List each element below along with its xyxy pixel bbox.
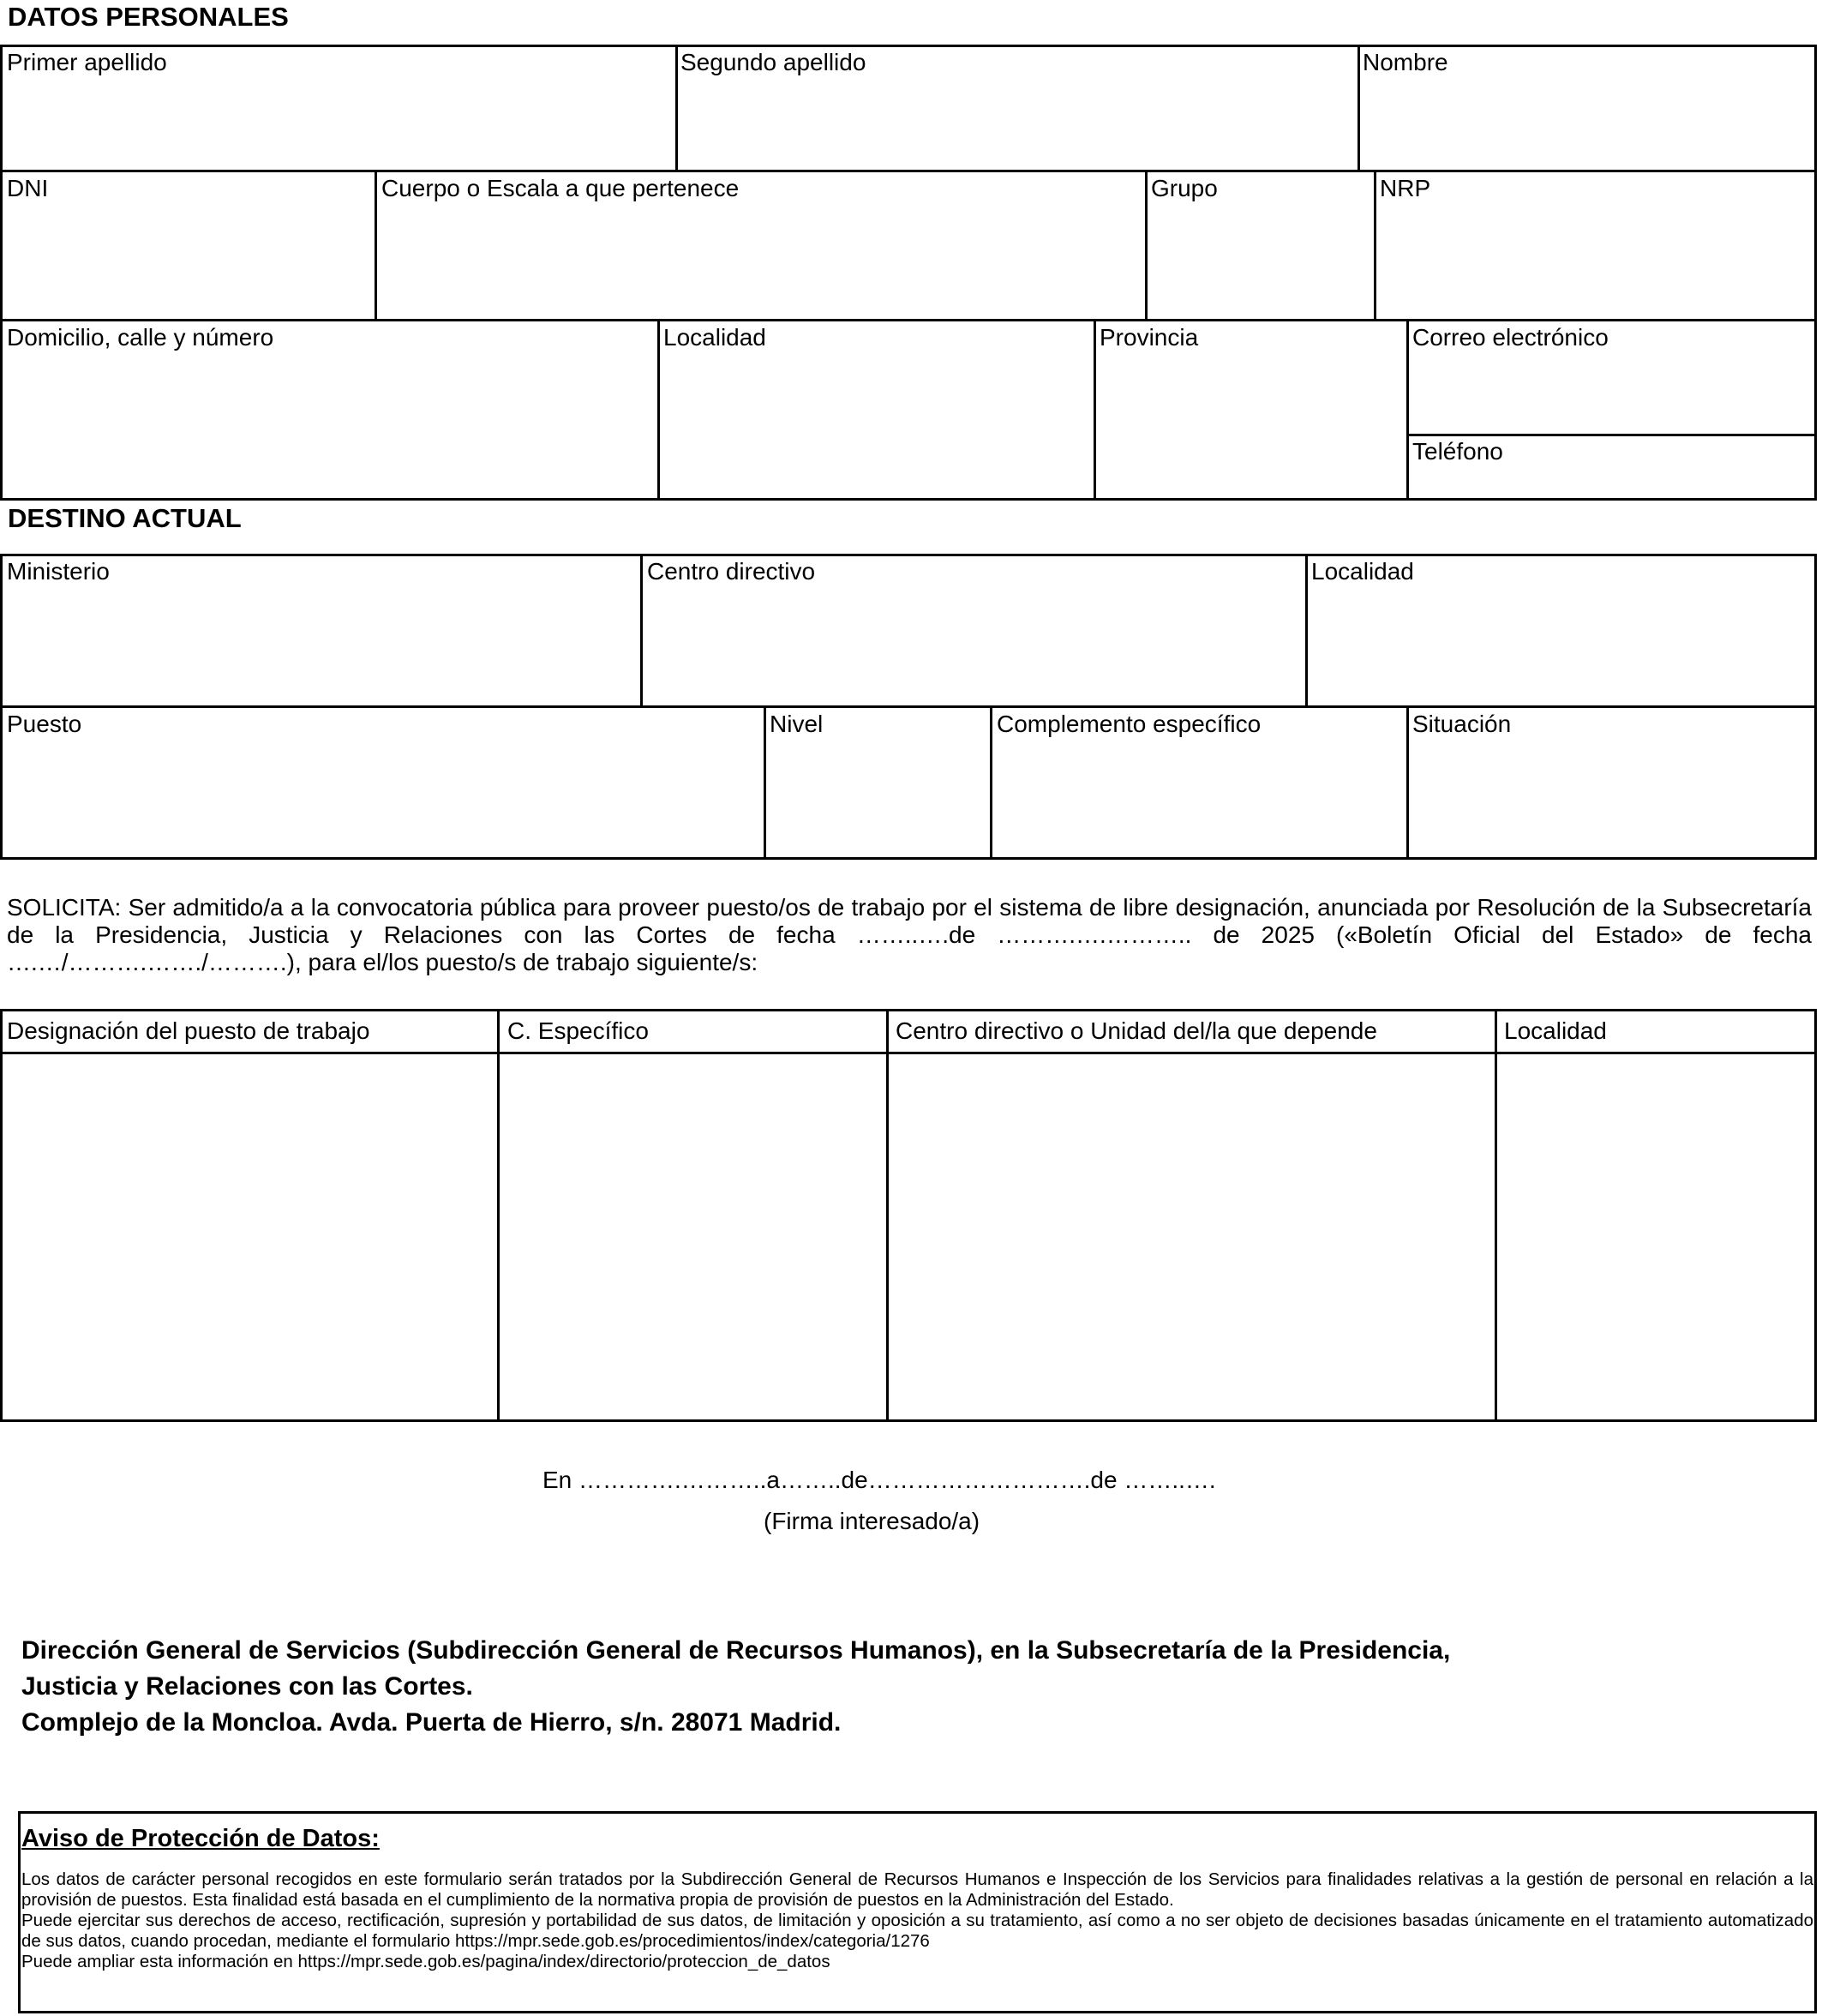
col-divider <box>1305 554 1308 707</box>
col-header-centro-directivo: Centro directivo o Unidad del/la que depende <box>896 1017 1377 1044</box>
field-segundo-apellido[interactable]: Segundo apellido <box>680 49 866 75</box>
notice-paragraph-1: Los datos de carácter personal recogidos en este formulario serán tratados por la Subdirección General de Recursos Humanos e Inspección de los Servicios para finalidades relativas a la gestión de personal en relación a la provisión de puestos. Esta finalidad está basada en el cumplimiento de la normativa propia de provisión de puestos en la Administración del Estado. <box>21 1869 1813 1910</box>
address-line-3: Complejo de la Moncloa. Avda. Puerta de Hierro, s/n. 28071 Madrid. <box>21 1708 842 1737</box>
input-localidad[interactable] <box>1497 1054 1814 1419</box>
col-header-c-especifico: C. Específico <box>507 1017 649 1044</box>
field-localidad[interactable]: Localidad <box>663 324 766 351</box>
address-line-1: Dirección General de Servicios (Subdirección General de Recursos Humanos), en la Subsecretaría de la Presidencia, <box>21 1636 1451 1665</box>
field-grupo[interactable]: Grupo <box>1151 175 1218 201</box>
col-divider <box>1374 170 1376 321</box>
field-primer-apellido[interactable]: Primer apellido <box>7 49 167 75</box>
field-localidad-destino[interactable]: Localidad <box>1311 558 1414 585</box>
solicita-paragraph: SOLICITA: Ser admitido/a a la convocatoria pública para proveer puesto/os de trabajo por el sistema de libre designación, anunciada por Resolución de la Subsecretaría de la Presidencia, Justicia y Relaciones con las Cortes de fecha ……..….de ……….….……….. de 2025 («Boletín Oficial del Estado» de fecha ….…/……….……./……….), para el/los puesto/s de trabajo siguiente/s: <box>7 894 1812 975</box>
col-header-designacion: Designación del puesto de trabajo <box>7 1017 370 1044</box>
section-title-destino: DESTINO ACTUAL <box>8 503 242 533</box>
col-divider <box>375 170 377 321</box>
col-header-localidad: Localidad <box>1504 1017 1607 1044</box>
col-divider <box>657 319 660 501</box>
notice-paragraph-3: Puede ampliar esta información en https://mpr.sede.gob.es/pagina/index/directorio/proteccion_de_datos <box>21 1952 830 1971</box>
field-provincia[interactable]: Provincia <box>1100 324 1199 351</box>
field-complemento[interactable]: Complemento específico <box>997 711 1262 737</box>
input-designacion[interactable] <box>3 1054 497 1419</box>
signature-caption: (Firma interesado/a) <box>764 1508 980 1534</box>
personal-data-table <box>0 45 1817 501</box>
col-divider <box>675 45 678 171</box>
col-divider <box>1358 45 1360 171</box>
col-divider <box>990 705 992 860</box>
date-line[interactable]: En ………….………..a……..de……………………….de ……..…. <box>542 1467 1216 1493</box>
col-divider <box>1406 705 1409 860</box>
row-divider <box>0 705 1817 708</box>
section-title-personal: DATOS PERSONALES <box>8 2 289 32</box>
col-divider <box>1145 170 1148 321</box>
row-divider <box>0 319 1817 321</box>
address-line-2: Justicia y Relaciones con las Cortes. <box>21 1672 473 1701</box>
field-nombre[interactable]: Nombre <box>1363 49 1448 75</box>
row-divider <box>1407 434 1817 436</box>
col-divider <box>1094 319 1096 501</box>
field-domicilio[interactable]: Domicilio, calle y número <box>7 324 274 351</box>
field-centro-directivo[interactable]: Centro directivo <box>647 558 816 585</box>
input-centro-directivo[interactable] <box>889 1054 1495 1419</box>
notice-title: Aviso de Protección de Datos: <box>21 1825 380 1852</box>
col-divider <box>764 705 766 860</box>
field-telefono[interactable]: Teléfono <box>1412 438 1503 465</box>
row-divider <box>0 170 1817 172</box>
field-dni[interactable]: DNI <box>7 175 49 201</box>
col-divider <box>1406 319 1409 501</box>
input-c-especifico[interactable] <box>500 1054 886 1419</box>
field-nivel[interactable]: Nivel <box>770 711 824 737</box>
field-correo[interactable]: Correo electrónico <box>1412 324 1609 351</box>
field-situacion[interactable]: Situación <box>1412 711 1512 737</box>
col-divider <box>640 554 643 707</box>
notice-paragraph-2: Puede ejercitar sus derechos de acceso, rectificación, supresión y portabilidad de sus datos, de limitación y oposición a su tratamiento, así como a no ser objeto de decisiones basadas únicamente en el tratamiento automatizado de sus datos, cuando procedan, mediante el formulario https://mpr.sede.gob.es/procedimientos/index/categoria/1276 <box>21 1911 1813 1951</box>
field-puesto[interactable]: Puesto <box>7 711 82 737</box>
field-ministerio[interactable]: Ministerio <box>7 558 110 585</box>
field-nrp[interactable]: NRP <box>1380 175 1431 201</box>
field-cuerpo[interactable]: Cuerpo o Escala a que pertenece <box>381 175 740 201</box>
